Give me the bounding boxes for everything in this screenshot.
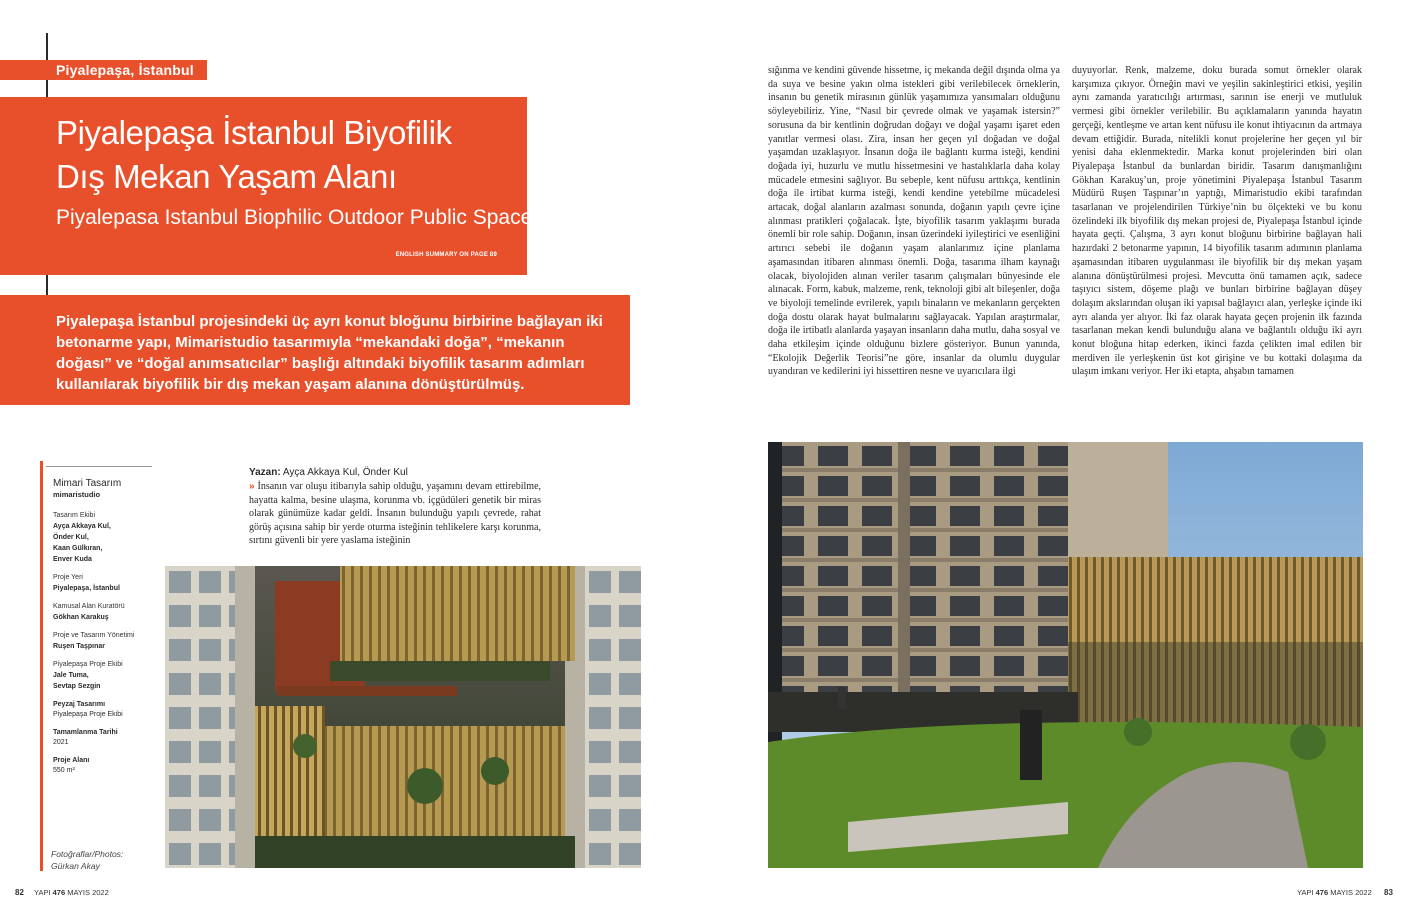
paragraph-marker-icon: » <box>249 481 255 492</box>
title-line-2: Dış Mekan Yaşam Alanı <box>56 158 397 195</box>
credit-label: Piyalepaşa Proje Ekibi <box>53 661 123 668</box>
credits-divider <box>46 466 152 467</box>
exterior-photo-image <box>768 442 1363 868</box>
credit-value: Sevtap Sezgin <box>53 683 101 690</box>
credit-label: Tamamlanma Tarihi <box>53 729 118 736</box>
credit-value: 550 m² <box>53 767 75 774</box>
credit-main-value: mimaristudio <box>53 490 101 499</box>
credit-value: Piyalepaşa, İstanbul <box>53 585 120 592</box>
credit-main-title: Mimari Tasarım <box>53 478 122 489</box>
intro-text: Piyalepaşa İstanbul projesindeki üç ayrı konut bloğunu birbirine bağlayan iki betonarme yapı, Mimaristudio tasarımıyla “mekandaki doğa”, “mekanın doğası” ve “doğal anımsatıcılar” başlığı altındaki biyofilik tasarım adımları kullanılarak biyofilik bir dış mekan yaşam alanına dönüştürülmüş. <box>56 313 603 393</box>
credit-value: Enver Kuda <box>53 556 92 563</box>
credit-value: Önder Kul, <box>53 534 89 541</box>
location-label: Piyalepaşa, İstanbul <box>0 60 207 80</box>
magazine-name: YAPI <box>34 888 53 897</box>
credit-label: Kamusal Alan Kuratörü <box>53 603 125 610</box>
credit-group <box>53 728 158 748</box>
title-block <box>0 97 533 275</box>
body-column-2 <box>1072 64 1362 379</box>
credit-value: Gökhan Karakuş <box>53 614 109 621</box>
credit-group <box>53 511 158 565</box>
credit-value: Kaan Gülkıran, <box>53 545 103 552</box>
issue-date: MAYIS 2022 <box>65 888 109 897</box>
body-paragraph: sığınma ve kendini güvende hissetme, iç mekanda değil dışında olma ya da suya ve besine yakın olma istekleri gibi verilebilecek örneklerin, insanın bu genetik mirasının günlük yaşamımıza yansımaları olduğunu söyleyebiliriz. Yine, “Nasıl bir çevrede olmak ve yaşamak istersin?” sorusuna da bir kentlinin doğrudan doğayı ve doğal yaşamı işaret eden yanıtlar vermesi olası. Zira, insan her geçen yıl doğadan ve doğal yaşamdan uzaklaşıyor. İnsanın doğa ile bağlantı kurma isteği, kendini doğada iyi, huzurlu ve mutlu hissetmesini ve hastalıklarla daha kolay mücadele etmesini sağlıyor. Bu sebeple, kent nüfusu arttıkça, kentlinin doğa ile irtibat kurma isteği, kendi kendine yetebilme mücadelesi artacak, doğal alanların azalması sonunda, doğanın yapılı çevre içine alınması pratikleri çoğalacak. İşte, biyofilik tasarım yaklaşımı burada önemli bir role sahip. Doğanın, insan üzerindeki iyileştirici ve esenliğini artırıcı sebebi ile doğanın yaşam alanlarımız içine planlama aşamasından itibaren alınması önemli. Doğa, tasarıma ilham kaynağı olacak, biyolojiden alınan veriler tasarım çalışmaları bünyesinde ele alınacak. Form, kabuk, malzeme, renk, teknoloji gibi alt bileşenler, doğa ve biyoloji temelinde evrilerek, yapılı binaların ve mekanların gerçekten doğa dostu olarak hayat bulmalarını sağlayacak. Yapılan araştırmalar, doğa ile irtibatlı alanlarda yaşayan insanların daha mutlu, daha sosyal ve daha etkileşim içinde olduğunu bizlere gösteriyor. Bunun yanında, “Ekolojik Değerlik Teorisi”ne göre, insanlar da olumlu duygular uyandıran ve kedilerini iyi hissettiren nesne ve uyarıcılara ilgi <box>768 65 1060 378</box>
body-paragraph: duyuyorlar. Renk, malzeme, doku burada somut örnekler olarak karşımıza çıkıyor. Örneğin mavi ve yeşilin sakinleştirici etkisi, yeşilin aynı zamanda yaratıcılığı artırması, sarının ise enerji ve mutluluk vermesi gibi örnekler verilebilir. Bu açıklamaların yanında hayatın gerçeği, kentleşme ve artan kent nüfusu ile konut ihtiyacının da artmaya devam ettiğidir. Burada, nitelikli konut projelerine her geçen yıl bir yenisi daha eklenmektedir. Marka konut projelerinden biri olan Piyalepaşa İstanbul da bunlardan biridir. Tasarım danışmanlığını Gökhan Karakuş’un, proje yönetimini Piyalepaşa İstanbul Tasarım Müdürü Ruşen Taşpınar’ın yaptığı, Mimaristudio ekibi tarafından tasarlanan ve projelendirilen Türkiye’nin bu ölçekteki ve bu konu özelindeki ilk biyofilik dış mekan projesi de, Piyalepaşa İstanbul içinde hayata geçti. Çalışma, 3 ayrı konut bloğunu birbirine bağlayan hali hazırdaki 2 betonarme yapının, 14 biyofilik tasarım adımının planlama aşamasından itibaren uygulanması ile biyofilik bir dış mekan yaşam alanına dönüştürülmesi projesi. Mevcutta önü tamamen açık, sadece taşıyıcı sistem, döşeme plağı ve bunları birbirine bağlayan düşey dolaşım akslarından oluşan iki yapısal bağlayıcı alan, yerleşke içinde iki ayrı alanda yer alıyor. İki faz olarak hayata geçen projenin ilk fazında tasarlanan mekan kendi bulunduğu alana ve bağlantılı olduğu iki ayrı konut bloğuna hitap ederken, ikinci fazda çelikten imal edilen bir merdiven ile yerleşkenin üst kot girişine ve bu kottaki dolaşıma da ulaşım imkanı veriyor. Her iki etapta, ahşabın tamamen <box>1072 65 1362 378</box>
credit-value: Ayça Akkaya Kul, <box>53 523 111 530</box>
body-column-1 <box>768 64 1060 379</box>
project-credits <box>53 478 158 784</box>
magazine-issue <box>34 888 109 897</box>
issue-date: MAYIS 2022 <box>1328 888 1372 897</box>
page-number: 83 <box>1384 888 1393 897</box>
credit-group <box>53 700 158 720</box>
photo-credit <box>51 848 123 872</box>
credit-value: Piyalepaşa Proje Ekibi <box>53 711 123 718</box>
credit-value: 2021 <box>53 739 69 746</box>
author-label: Yazan: <box>249 467 281 478</box>
credits-accent-bar <box>40 461 43 871</box>
page-number: 82 <box>15 888 24 897</box>
body-intro-text: İnsanın var oluşu itibarıyla sahip olduğu, yaşamını devam ettirebilme, hayatta kalma, besine ulaşma, korunma vb. içgüdüleri genetik bir miras olarak günümüze kadar geldi. İnsanın bulunduğu yapılı çevrede, rahat görüş açısına sahip bir yerde oturma isteğinin tehlikelere karşı korunma, sırtını güvenli bir yere yaslama isteğinin <box>249 481 542 546</box>
credit-group <box>53 756 158 776</box>
credit-label: Proje Alanı <box>53 757 90 764</box>
author-line <box>249 467 408 479</box>
credit-group <box>53 660 158 692</box>
photo-credit-name: Gürkan Akay <box>51 861 100 871</box>
credit-group <box>53 573 158 594</box>
credit-label: Peyzaj Tasarımı <box>53 701 106 708</box>
credit-label: Tasarım Ekibi <box>53 512 96 519</box>
intro-block <box>0 295 630 405</box>
credit-value: Ruşen Taşpınar <box>53 643 105 650</box>
title-line-1: Piyalepaşa İstanbul Biyofilik <box>56 114 452 151</box>
magazine-name: YAPI <box>1297 888 1316 897</box>
issue-number: 476 <box>52 888 66 897</box>
title-english: Piyalepasa Istanbul Biophilic Outdoor Public Space <box>56 206 533 229</box>
credit-label: Proje ve Tasarım Yönetimi <box>53 632 135 639</box>
exterior-photo <box>768 442 1363 868</box>
body-intro <box>249 480 541 548</box>
courtyard-photo-image <box>165 566 641 868</box>
courtyard-photo <box>165 566 641 868</box>
credit-value: Jale Tuma, <box>53 672 89 679</box>
english-summary-note: ENGLISH SUMMARY ON PAGE 89 <box>395 252 497 258</box>
title-turkish <box>56 111 452 199</box>
issue-number: 476 <box>1315 888 1329 897</box>
credit-group <box>53 631 158 652</box>
credit-group <box>53 602 158 623</box>
magazine-issue <box>1297 888 1372 897</box>
credit-label: Proje Yeri <box>53 574 83 581</box>
author-names: Ayça Akkaya Kul, Önder Kul <box>282 467 408 478</box>
photo-credit-label: Fotoğraflar/Photos: <box>51 849 124 859</box>
